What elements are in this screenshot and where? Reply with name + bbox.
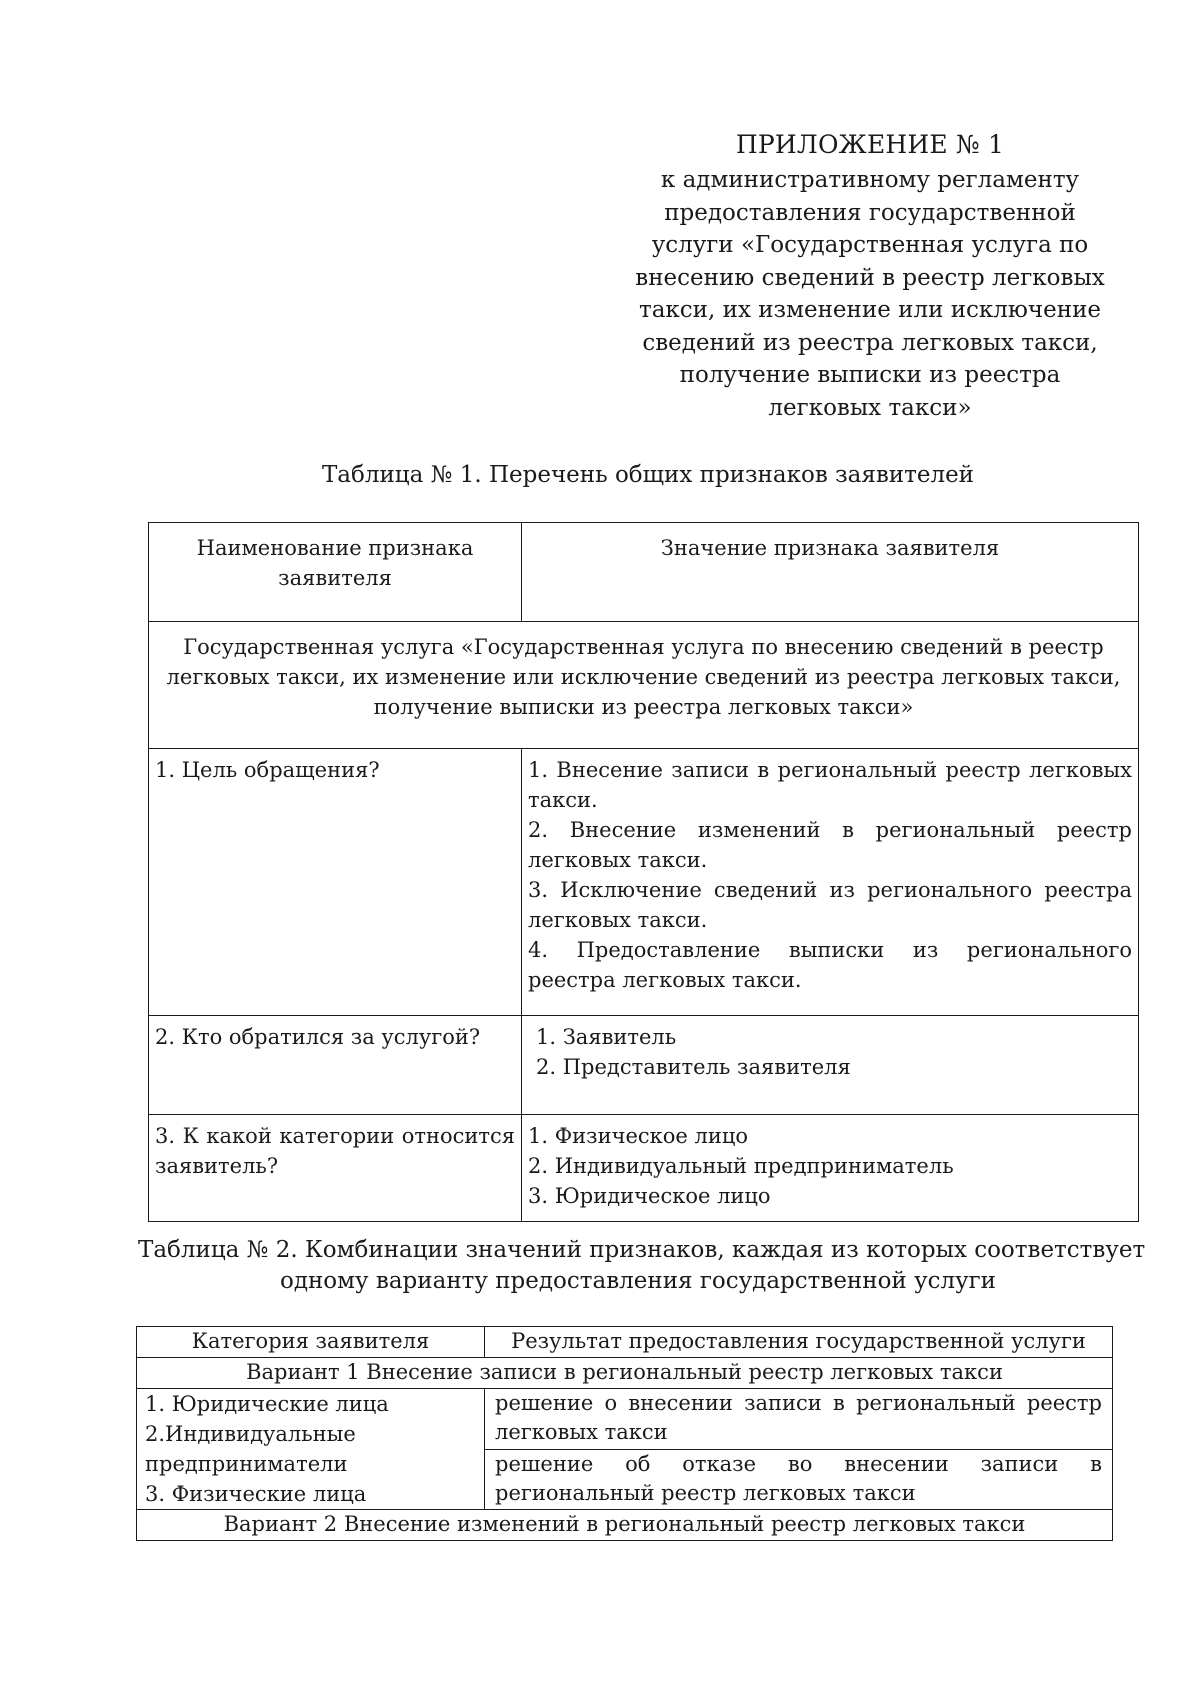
list-item: 3. Юридическое лицо [528, 1184, 771, 1208]
appendix-title: ПРИЛОЖЕНИЕ № 1 [735, 130, 1005, 159]
table1-caption: Таблица № 1. Перечень общих признаков заявителей [321, 462, 975, 488]
table1-header-name: Наименование признака заявителя [149, 523, 522, 622]
table-row [149, 1016, 1139, 1115]
appendix-line: внесению сведений в реестр легковых [635, 264, 1105, 291]
applicant-categories [137, 1389, 485, 1510]
appendix-line: услуги «Государственная услуга по [651, 232, 1089, 258]
table2-header-category: Категория заявителя [137, 1327, 485, 1358]
appendix-line: сведений из реестра легковых такси, [642, 329, 1098, 356]
table-row [137, 1389, 1113, 1450]
list-item: 2. Индивидуальный предприниматель [528, 1154, 954, 1178]
feature-question: 1. Цель обращения? [149, 749, 522, 1016]
table-row [149, 749, 1139, 1016]
list-item: 2.Индивидуальные [145, 1422, 356, 1446]
list-item: 3. Физические лица [145, 1482, 367, 1506]
list-item: 1. Физическое лицо [528, 1124, 749, 1148]
table2-variant-row [137, 1358, 1113, 1389]
table2-caption: Таблица № 2. Комбинации значений признаков, каждая из которых соответствует одному варианту предоставления государственной услуги [138, 1237, 1146, 1294]
table2-header-result: Результат предоставления государственной услуги [485, 1327, 1113, 1358]
appendix-line: предоставления государственной [664, 199, 1076, 226]
table1-applicant-features [148, 522, 1139, 1222]
feature-answers [522, 1115, 1139, 1222]
list-item: 4. Предоставление выписки из регионального реестра легковых такси. [528, 938, 1132, 992]
appendix-line: получение выписки из реестра [679, 362, 1061, 388]
list-item: 2. Внесение изменений в региональный реестр легковых такси. [528, 818, 1132, 872]
appendix-header [600, 128, 1140, 424]
list-item: 1. Заявитель [536, 1025, 677, 1049]
table2-header-row [137, 1327, 1113, 1358]
list-item: 3. Исключение сведений из регионального реестра легковых такси. [528, 878, 1132, 932]
feature-question: 3. К какой категории относится заявитель? [149, 1115, 522, 1222]
variant-1-title: Вариант 1 Внесение записи в региональный реестр легковых такси [137, 1358, 1113, 1389]
result-cell: решение о внесении записи в региональный реестр легковых такси [485, 1389, 1113, 1450]
list-item: 1. Внесение записи в региональный реестр легковых такси. [528, 758, 1132, 812]
list-item: 2. Представитель заявителя [536, 1055, 851, 1079]
list-item: 1. Юридические лица [145, 1392, 389, 1416]
table2-variant-combinations [136, 1326, 1113, 1541]
table1-header-row [149, 523, 1139, 622]
feature-answers [522, 1016, 1139, 1115]
variant-2-title: Вариант 2 Внесение изменений в региональный реестр легковых такси [137, 1510, 1113, 1541]
table1-service-cell: Государственная услуга «Государственная услуга по внесению сведений в реестр легковых такси, их изменение или исключение сведений из реестра легковых такси, получение выписки из реестра легковых такси» [149, 622, 1139, 749]
table1-header-value: Значение признака заявителя [522, 523, 1139, 622]
appendix-line: такси, их изменение или исключение [638, 297, 1102, 323]
feature-answers [522, 749, 1139, 1016]
appendix-line: к административному регламенту [660, 167, 1080, 193]
result-cell: решение об отказе во внесении записи в региональный реестр легковых такси [485, 1449, 1113, 1510]
table-row [149, 1115, 1139, 1222]
feature-question: 2. Кто обратился за услугой? [149, 1016, 522, 1115]
list-item: предприниматели [145, 1452, 348, 1476]
table2-variant-row [137, 1510, 1113, 1541]
appendix-line: легковых такси» [768, 394, 972, 421]
table1-service-row [149, 622, 1139, 749]
